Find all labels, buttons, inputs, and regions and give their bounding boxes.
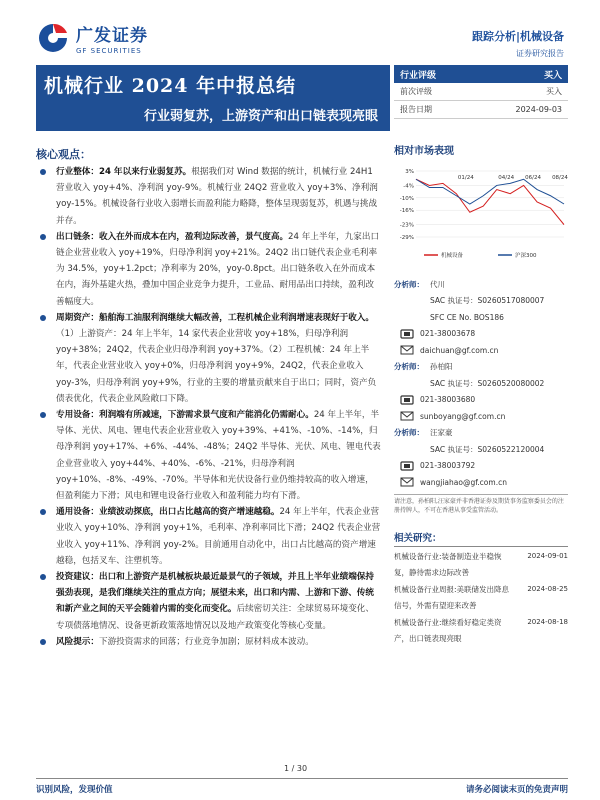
analyst-phone-row — [394, 392, 568, 409]
relative-performance-chart — [394, 165, 568, 265]
analyst-sac: SAC 执证号：S0260522120004 — [430, 444, 545, 454]
rating-row-label: 前次评级 — [400, 87, 432, 96]
analyst-sfc: SFC CE No. BOS186 — [430, 312, 504, 322]
bullet-item — [36, 504, 382, 569]
analyst-sac-row — [394, 375, 568, 392]
bullet-bold: 投资建议：出口和上游资产是机械板块最近最景气的子领域，并且上半年业绩端保持强劲表现，是我们继续关注的重点方向；展望未来，出口和内需、上游和下游、传统和新产业之间的天平会随着内需的变化而变化。 — [56, 572, 374, 615]
analyst-phone: 021-38003678 — [420, 329, 476, 339]
phone-icon — [394, 461, 420, 471]
y-tick-label: -4% — [403, 183, 414, 190]
rating-row-value: 买入 — [546, 87, 562, 96]
bullet-item — [36, 569, 382, 634]
related-item-text[interactable]: 机械设备行业:继续看好稳定类资产，出口链表现亮眼 — [394, 618, 502, 643]
report-sub: 证券研究报告 — [516, 49, 564, 58]
series-line-machinery — [416, 179, 564, 224]
related-item-date: 2024-08-18 — [527, 618, 568, 626]
bullet-bold: 行业整体：24 年以来行业弱复苏。 — [56, 167, 192, 177]
analyst-email[interactable]: daichuan@gf.com.cn — [420, 345, 499, 355]
bullet-text: 24 年上半年，代表企业营业收入 yoy+10%、净利润 yoy+1%，毛利率、净利率同比下滑；24Q2 代表企业营业收入 yoy+11%、净利润 yoy-2%。目前通用自动化中，出口占比越高的资产增速越稳，包括叉车、注塑机等。 — [56, 507, 381, 566]
analyst-phone: 021-38003792 — [420, 461, 476, 471]
related-item[interactable] — [394, 613, 568, 646]
related-item[interactable] — [394, 580, 568, 613]
analyst-email-row — [394, 342, 568, 359]
report-subtitle: 行业弱复苏，上游资产和出口链表现亮眼 — [143, 109, 378, 124]
bullet-item — [36, 310, 382, 407]
analyst-phone: 021-38003680 — [420, 395, 476, 405]
related-list — [394, 546, 568, 646]
y-tick-label: -29% — [399, 235, 414, 241]
phone-icon — [394, 395, 420, 405]
gf-logo — [36, 18, 166, 58]
related-item[interactable] — [394, 547, 568, 580]
rating-head-value: 买入 — [543, 70, 562, 81]
y-tick-label: 3% — [405, 169, 414, 175]
rating-head-label: 行业评级 — [400, 70, 437, 81]
logo-en: GF SECURITIES — [76, 47, 142, 55]
mail-icon — [394, 345, 420, 355]
rating-row-value: 2024-09-03 — [515, 105, 562, 114]
bullet-bold: 风险提示： — [56, 636, 99, 647]
analyst-sfc-row — [394, 309, 568, 326]
related-item-date: 2024-09-01 — [527, 552, 568, 560]
page-footer — [36, 778, 568, 798]
analyst-row — [394, 425, 568, 442]
mail-icon — [394, 477, 420, 487]
bullet-text: 下游投资需求的回落；行业竞争加剧；原材料成本波动。 — [98, 636, 314, 647]
analyst-row — [394, 359, 568, 376]
bullet-bold: 周期资产：船舶海工油服利润继续大幅改善，工程机械企业利润增速表现好于收入。 — [56, 312, 374, 323]
legend-label: 沪深300 — [515, 253, 537, 259]
report-title: 机械行业 2024 年中报总结 — [44, 75, 297, 97]
analysts-block — [394, 276, 568, 491]
related-title: 相关研究： — [394, 533, 442, 544]
analyst-sac-row — [394, 441, 568, 458]
bullet-text: 根据我们对 Wind 数据的统计，机械行业 24H1 营业收入 yoy+4%、净利润 yoy-9%。机械行业 24Q2 营业收入 yoy+3%、净利润 yoy-15%。机械设备行业收入弱增长而盈利能力略降，整体呈现弱复苏，机遇与挑战并存。 — [56, 167, 378, 226]
analyst-disclaimer: 请注意，孙柏阳,汪家豪并非香港证券及期货事务监察委员会的注册持牌人，不可在香港从事受监管活动。 — [394, 494, 568, 515]
analyst-label: 分析师： — [394, 428, 424, 438]
y-tick-label: -16% — [399, 208, 414, 215]
rating-row-previous — [394, 83, 568, 101]
analyst-row — [394, 276, 568, 293]
analyst-sac-row — [394, 293, 568, 310]
analyst-name: 代川 — [430, 279, 445, 289]
title-band — [36, 65, 390, 131]
footer-disclaimer: 请务必阅读末页的免责声明 — [465, 785, 568, 795]
report-type: 跟踪分析|机械设备 — [471, 30, 564, 43]
analyst-email[interactable]: sunboyang@gf.com.cn — [420, 411, 506, 421]
market-title: 相对市场表现 — [394, 146, 454, 157]
bullet-bold: 通用设备：业绩波动探底，出口占比越高的资产增速越稳。 — [56, 507, 280, 518]
footer-slogan: 识别风险，发现价值 — [36, 785, 113, 795]
bullet-bold: 专用设备：利润端有所减速，下游需求景气度和产能消化仍需耐心。 — [56, 410, 314, 421]
analyst-phone-row — [394, 458, 568, 475]
analyst-phone-row — [394, 326, 568, 343]
bullet-item — [36, 164, 382, 229]
series-line-csi300 — [416, 179, 564, 204]
analyst-email-row — [394, 408, 568, 425]
analyst-email[interactable]: wangjiahao@gf.com.cn — [420, 477, 507, 487]
analyst-name: 孙柏阳 — [430, 362, 453, 372]
legend-label: 机械设备 — [441, 253, 464, 259]
gf-logo-icon — [36, 21, 70, 55]
x-tick-label: 06/24 — [525, 175, 542, 181]
related-item-text[interactable]: 机械设备行业周报:美联储发出降息信号，外需有望迎来改善 — [394, 585, 510, 610]
bullet-text: 后续密切关注：全球贸易环境变化、专项债落地情况、设备更新政策落地情况以及地产政策变化等核心变量。 — [56, 604, 374, 631]
analyst-label: 分析师： — [394, 362, 424, 372]
logo-cn: 广发证券 — [76, 26, 148, 46]
analyst-label: 分析师： — [394, 279, 424, 289]
related-item-date: 2024-08-25 — [527, 585, 568, 593]
related-item-text[interactable]: 机械设备行业:装备制造业半稳恢复，静待需求边际改善 — [394, 552, 502, 577]
core-title: 核心观点： — [36, 148, 91, 161]
bullet-text: （1）上游资产：24 年上半年，14 家代表企业营收 yoy+18%，归母净利润 yoy+38%；24Q2，代表企业归母净利润 yoy+37%。（2）工程机械：24 年上半年，代表企业营业收入 yoy+0%，归母净利润 yoy+9%，24Q2，代表企业收入 yoy-3%，归母净利润 yoy+9%，行业的主要的增量贡献来自于出口；同时，资产负债表优化，代表企业风险敞口下降。 — [56, 329, 377, 404]
x-tick-label: 01/24 — [457, 175, 474, 181]
bullet-bold: 出口链条：收入在外而成本在内，盈利边际改善，景气度高。 — [56, 231, 289, 242]
y-tick-label: -10% — [399, 195, 414, 202]
bullet-text: 24 年上半年，九家出口链企业营业收入 yoy+19%，归母净利润 yoy+21%。24Q2 出口链代表企业毛利率为 34.5%，yoy+1.2pct；净利率为 20%，yoy-0.8pct。出口链条收入在外而成本在内，海外基建火热，叠加中国企业竞争力提升，工业品、耐用品出口持续，盈利改善幅度大。 — [56, 231, 380, 307]
rating-row-date — [394, 101, 568, 119]
analyst-sac: SAC 执证号：S0260520080002 — [430, 378, 545, 388]
x-tick-label: 04/24 — [498, 175, 515, 181]
bullet-item — [36, 634, 382, 650]
rating-box — [394, 65, 568, 120]
y-tick-label: -23% — [399, 222, 414, 229]
bullet-item — [36, 407, 382, 504]
analyst-sac: SAC 执证号：S0260517080007 — [430, 296, 545, 306]
rating-row-label: 报告日期 — [400, 105, 432, 114]
bullet-text: 24 年上半年，半导体、光伏、风电、锂电代表企业营业收入 yoy+39%、+41%、-10%、-14%，归母净利润 yoy+17%、+6%、-44%、-48%；24Q2 半导体、光伏、风电、锂电代表企业营业收入 yoy+44%、+40%、-6%、-21%，归母净利润 yoy+10%、-8%、-49%、-70%。半导体和光伏设备行业仍维持较高的收入增速，但盈利能力下滑；风电和锂电设备行业收入和盈利能力均有下滑。 — [56, 410, 381, 502]
page-number: 1 / 30 — [284, 764, 308, 773]
page-header — [0, 0, 600, 64]
bullet-item — [36, 229, 382, 310]
mail-icon — [394, 411, 420, 421]
analyst-name: 汪家豪 — [430, 428, 453, 438]
analyst-email-row — [394, 474, 568, 491]
rating-head — [394, 65, 568, 83]
x-tick-label: 08/24 — [552, 175, 568, 181]
phone-icon — [394, 329, 420, 339]
core-bullets — [36, 164, 382, 650]
